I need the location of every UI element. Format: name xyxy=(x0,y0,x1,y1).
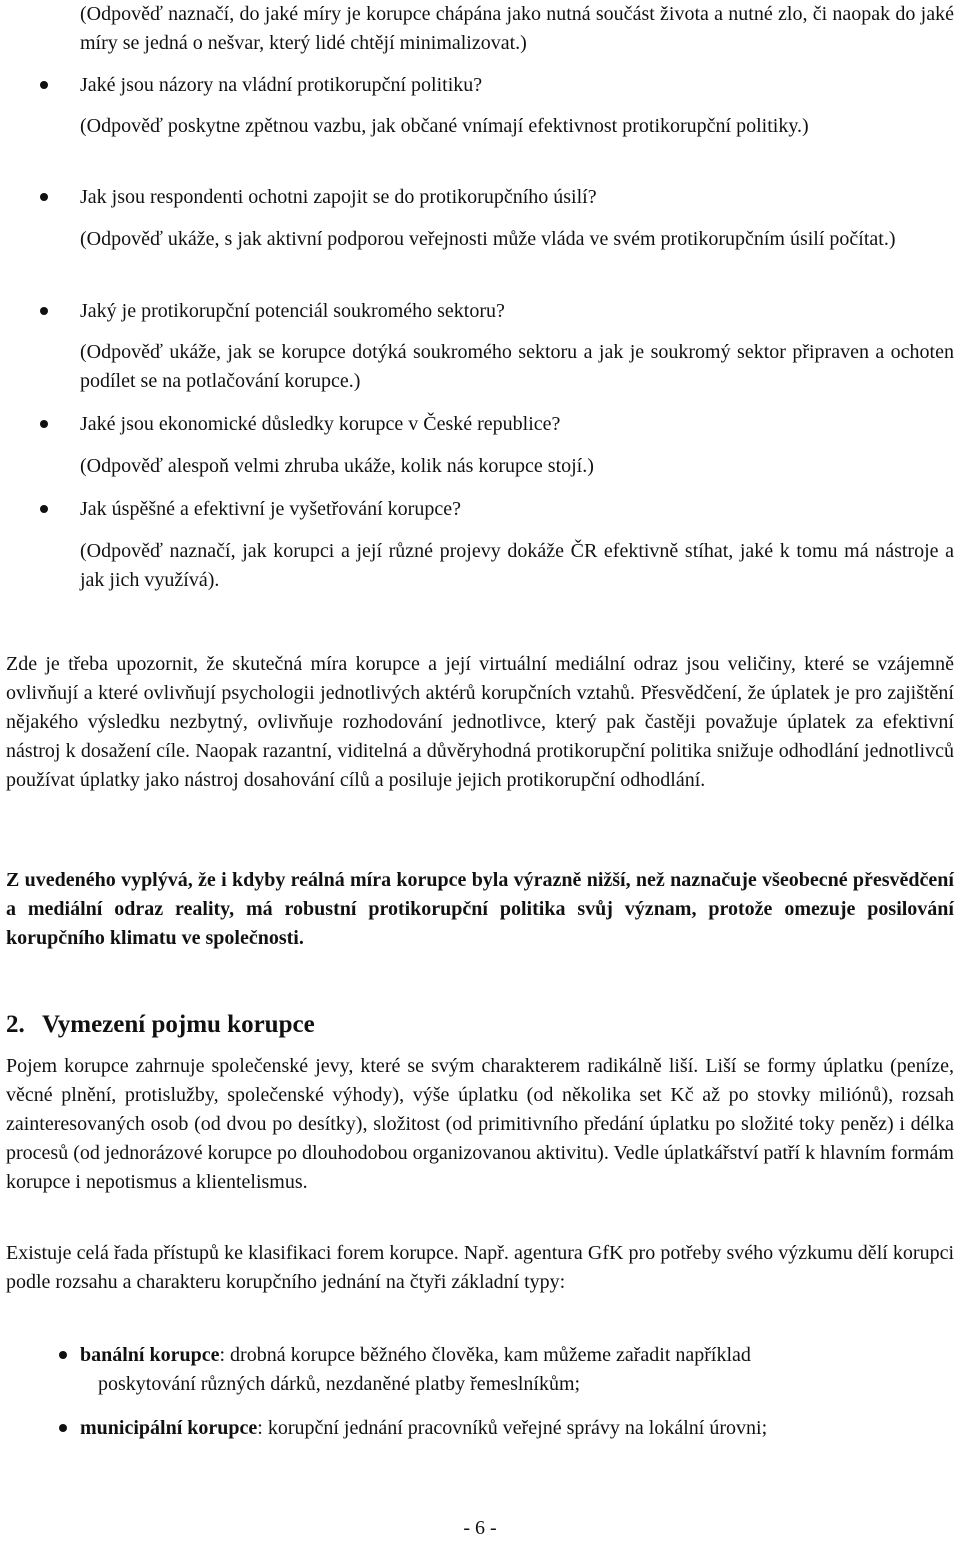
media-paragraph: Zde je třeba upozornit, že skutečná míra korupce a její virtuální mediální odraz jsou veličiny, které se vzájemně ovlivňují a které ovlivňují psychologii jednotlivých aktérů korupčních vztahů. Přesvědčení, že úplatek je pro zajištění nějakého výsledku nezbytný, ovlivňuje rozhodování jednotlivce, který pak častěji považuje úplatek za efektivní nástroj k dosažení cíle. Naopak razantní, viditelná a důvěryhodná protikorupční politika snižuje odhodlání jednotlivců používat úplatky jako nástroj dosahování cílů a posiluje jejich protikorupční odhodlání. xyxy=(6,653,954,791)
answer-block-3 xyxy=(0,225,960,254)
bullet-icon xyxy=(40,505,48,513)
question-text: Jak jsou respondenti ochotni zapojit se do protikorupčního úsilí? xyxy=(80,186,597,208)
bullet-icon xyxy=(40,307,48,315)
question-text: Jak úspěšné a efektivní je vyšetřování korupce? xyxy=(80,498,461,520)
question-item-3 xyxy=(0,183,960,212)
type-item-municipal xyxy=(0,1414,960,1443)
bullet-icon xyxy=(40,193,48,201)
question-item-4 xyxy=(0,297,960,326)
question-item-6 xyxy=(0,495,960,524)
question-text: Jaké jsou ekonomické důsledky korupce v České republice? xyxy=(80,413,561,435)
answer-block-4 xyxy=(0,338,960,396)
answer-text: (Odpověď poskytne zpětnou vazbu, jak občané vnímají efektivnost protikorupční politiky.) xyxy=(80,115,809,137)
gfk-paragraph: Existuje celá řada přístupů ke klasifikaci forem korupce. Např. agentura GfK pro potřeby svého výzkumu dělí korupci podle rozsahu a charakteru korupčního jednání na čtyři základní typy: xyxy=(6,1242,954,1293)
conclusion-paragraph: Z uvedeného vyplývá, že i kdyby reálná míra korupce byla výrazně nižší, než naznačuje všeobecné přesvědčení a mediální odraz reality, má robustní protikorupční politika svůj význam, protože omezuje posilování korupčního klimatu ve společnosti. xyxy=(6,869,954,949)
page-number: - 6 - xyxy=(463,1517,497,1539)
section-number: 2. xyxy=(6,1011,25,1038)
bullet-icon xyxy=(40,81,48,89)
answer-text: (Odpověď ukáže, s jak aktivní podporou veřejnosti může vláda ve svém protikorupčním úsilí počítat.) xyxy=(80,228,896,250)
bullet-icon xyxy=(59,1351,67,1359)
definition-paragraph: Pojem korupce zahrnuje společenské jevy, které se svým charakterem radikálně liší. Liší se formy úplatku (peníze, věcné plnění, protislužby, společenské výhody), výše úplatku (od několika set Kč až po stovky miliónů), rozsah zainteresovaných osob (od dvou po desítky), složitost (od primitivního předání úplatku po složité toky peněz) i délka procesů (od jednorázové korupce po dlouhodobou organizovanou aktivitu). Vedle úplatkářství patří k hlavním formám korupce i nepotismus a klientelismus. xyxy=(6,1055,954,1193)
type-item-banal xyxy=(0,1341,960,1399)
question-text: Jaké jsou názory na vládní protikorupční politiku? xyxy=(80,74,483,96)
bullet-icon xyxy=(59,1424,67,1432)
answer-block-2 xyxy=(0,112,960,141)
section-title: Vymezení pojmu korupce xyxy=(42,1011,315,1038)
section-heading xyxy=(6,1008,315,1042)
bullet-icon xyxy=(40,420,48,428)
answer-text: (Odpověď alespoň velmi zhruba ukáže, kolik nás korupce stojí.) xyxy=(80,455,594,477)
corruption-type-list xyxy=(0,1341,960,1443)
answer-text: (Odpověď naznačí, jak korupci a její různé projevy dokáže ČR efektivně stíhat, jaké k tomu má nástroje a jak jich využívá). xyxy=(80,540,954,591)
type-description-continuation: poskytování různých dárků, nezdaněné platby řemeslníkům; xyxy=(98,1373,581,1395)
question-item-5 xyxy=(0,410,960,439)
type-description: : korupční jednání pracovníků veřejné správy na lokální úrovni; xyxy=(257,1417,768,1439)
question-text: Jaký je protikorupční potenciál soukromého sektoru? xyxy=(80,300,505,322)
type-term: municipální korupce xyxy=(80,1417,258,1439)
answer-block-5 xyxy=(0,452,960,481)
question-item-2 xyxy=(0,71,960,100)
type-description: : drobná korupce běžného člověka, kam můžeme zařadit například xyxy=(219,1344,751,1366)
answer-text: (Odpověď ukáže, jak se korupce dotýká soukromého sektoru a jak je soukromý sektor připraven a ochoten podílet se na potlačování korupce.) xyxy=(80,341,954,392)
answer-block-6 xyxy=(0,537,960,595)
answer-block-1 xyxy=(0,0,960,58)
answer-text: (Odpověď naznačí, do jaké míry je korupce chápána jako nutná součást života a nutné zlo, či naopak do jaké míry se jedná o nešvar, který lidé chtějí minimalizovat.) xyxy=(80,3,954,54)
type-term: banální korupce xyxy=(80,1344,220,1366)
